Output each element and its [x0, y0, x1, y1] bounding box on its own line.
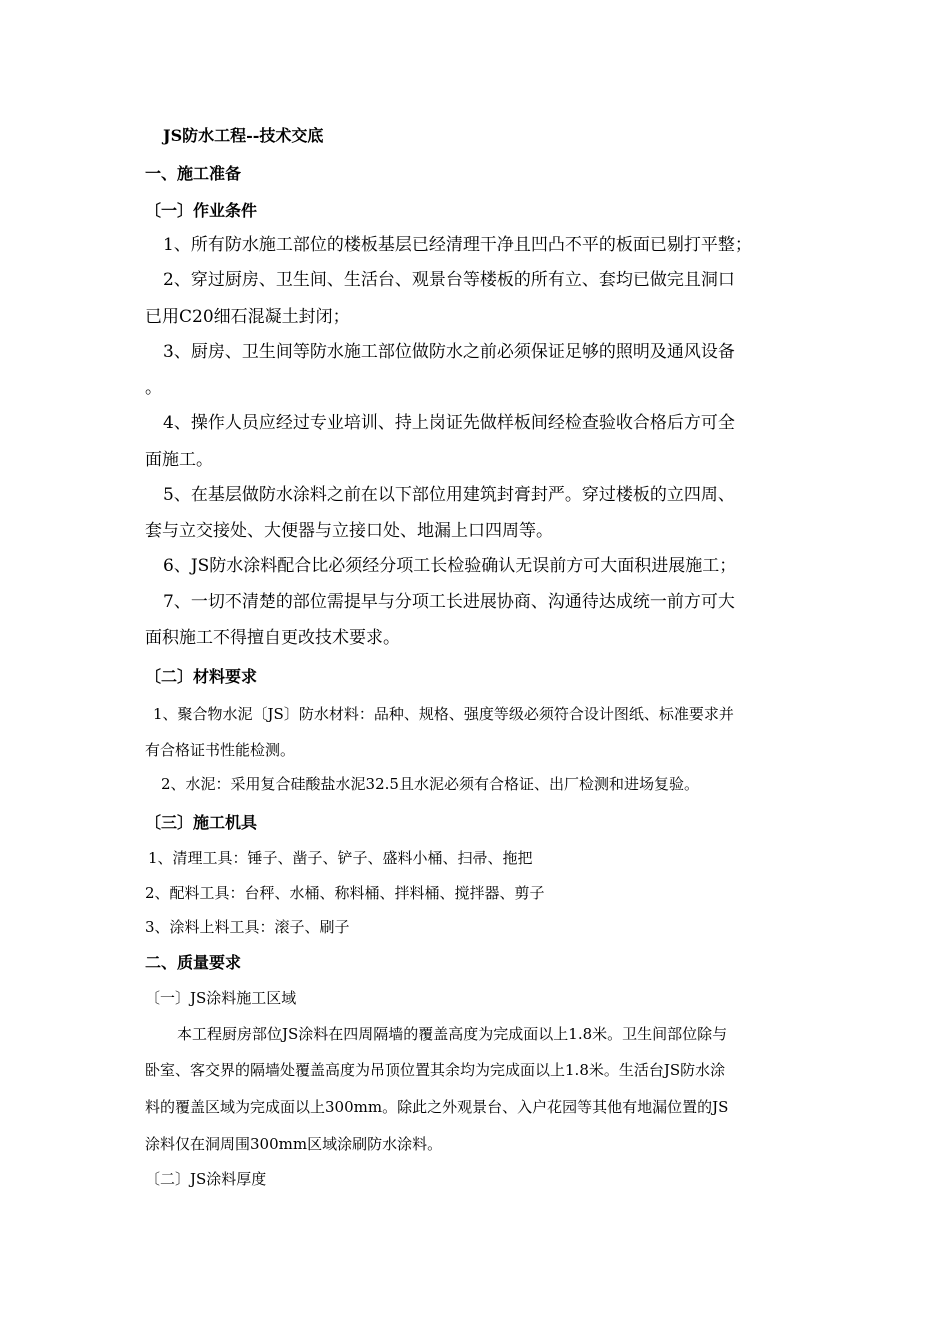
document-title: JS防水工程--技术交底 [163, 126, 324, 145]
condition-item-4-line-2: 面施工。 [145, 450, 213, 470]
subsection-heading-js-thickness: 〔二〕JS涂料厚度 [145, 1170, 267, 1188]
subsection-heading-js-area: 〔一〕JS涂料施工区域 [145, 989, 297, 1007]
js-area-paragraph-line-3: 料的覆盖区域为完成面以上300mm。除此之外观景台、入户花园等其他有地漏位置的JS [145, 1098, 729, 1116]
condition-item-3-line-1: 3、厨房、卫生间等防水施工部位做防水之前必须保证足够的照明及通风设备 [163, 342, 735, 362]
subsection-heading-tools: 〔三〕施工机具 [145, 813, 258, 832]
section-heading-quality: 二、质量要求 [145, 953, 242, 972]
js-area-paragraph-line-2: 卧室、客交界的隔墙处覆盖高度为吊顶位置其余均为完成面以上1.8米。生活台JS防水涂 [145, 1061, 726, 1079]
js-area-paragraph-line-1: 本工程厨房部位JS涂料在四周隔墙的覆盖高度为完成面以上1.8米。卫生间部位除与 [177, 1025, 728, 1043]
section-heading-preparation: 一、施工准备 [145, 164, 242, 183]
tool-item-1: 1、清理工具：锤子、凿子、铲子、盛料小桶、扫帚、拖把 [148, 849, 533, 867]
material-item-2: 2、水泥：采用复合硅酸盐水泥32.5且水泥必须有合格证、出厂检测和进场复验。 [161, 775, 699, 793]
subsection-heading-work-conditions: 〔一〕作业条件 [145, 201, 258, 220]
condition-item-1: 1、所有防水施工部位的楼板基层已经清理干净且凹凸不平的板面已剔打平整； [163, 235, 752, 255]
condition-item-3-line-2: 。 [145, 378, 162, 398]
condition-item-5-line-1: 5、在基层做防水涂料之前在以下部位用建筑封膏封严。穿过楼板的立四周、 [163, 485, 735, 505]
condition-item-2-line-1: 2、穿过厨房、卫生间、生活台、观景台等楼板的所有立、套均已做完且洞口 [163, 270, 735, 290]
condition-item-5-line-2: 套与立交接处、大便器与立接口处、地漏上口四周等。 [145, 521, 553, 541]
condition-item-6: 6、JS防水涂料配合比必须经分项工长检验确认无误前方可大面积进展施工； [163, 556, 737, 576]
condition-item-2-line-2: 已用C20细石混凝土封闭； [145, 307, 350, 327]
condition-item-7-line-2: 面积施工不得擅自更改技术要求。 [145, 628, 400, 648]
subsection-heading-materials: 〔二〕材料要求 [145, 667, 258, 686]
tool-item-3: 3、涂料上料工具：滚子、刷子 [145, 918, 350, 936]
js-area-paragraph-line-4: 涂料仅在洞周围300mm区域涂刷防水涂料。 [145, 1135, 443, 1153]
condition-item-4-line-1: 4、操作人员应经过专业培训、持上岗证先做样板间经检查验收合格后方可全 [163, 413, 735, 433]
material-item-1-line-1: 1、聚合物水泥〔JS〕防水材料：品种、规格、强度等级必须符合设计图纸、标准要求并 [153, 705, 734, 723]
condition-item-7-line-1: 7、一切不清楚的部位需提早与分项工长进展协商、沟通待达成统一前方可大 [163, 592, 735, 612]
tool-item-2: 2、配料工具：台秤、水桶、称料桶、拌料桶、搅拌器、剪子 [145, 884, 545, 902]
material-item-1-line-2: 有合格证书性能检测。 [145, 741, 296, 759]
